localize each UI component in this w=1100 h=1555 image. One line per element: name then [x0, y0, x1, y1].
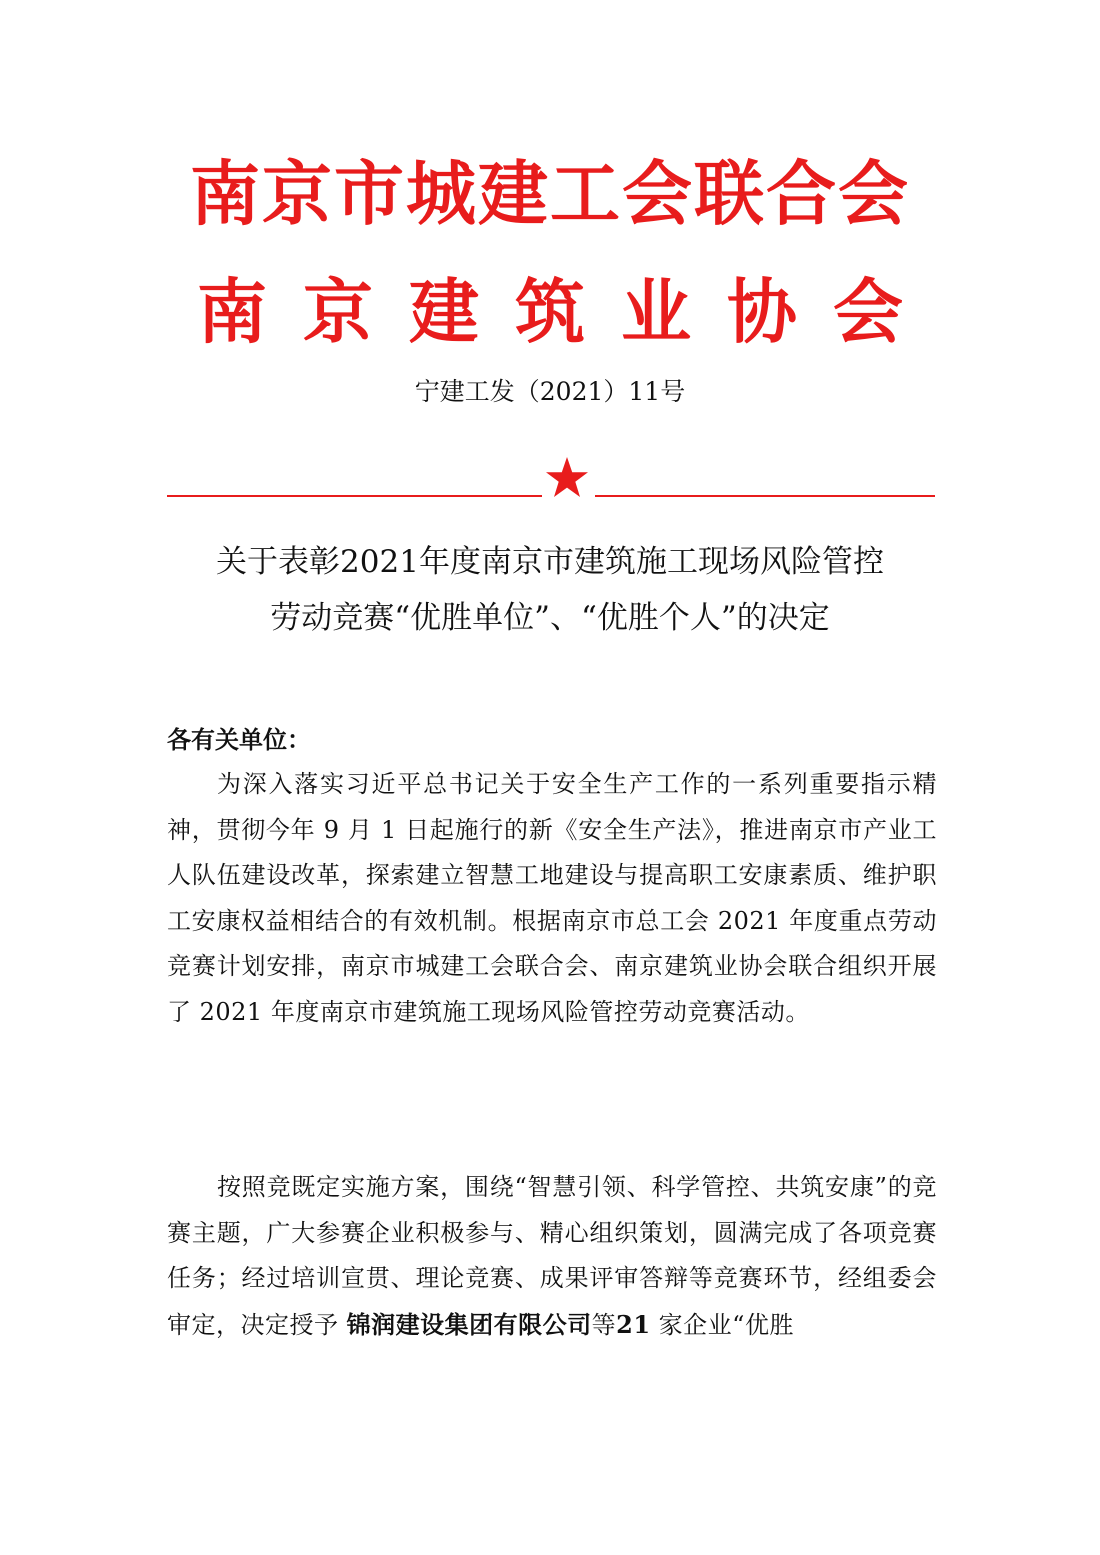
document-title-line-2: 劳动竞赛“优胜单位”、“优胜个人”的决定 [270, 600, 830, 636]
body-paragraph-2 [167, 1165, 937, 1348]
awarded-company-name: 锦润建设集团有限公司 [346, 1310, 592, 1339]
red-star-icon [544, 455, 590, 501]
awarded-company-count: 21 [616, 1309, 651, 1339]
body-paragraph-1: 为深入落实习近平总书记关于安全生产工作的一系列重要指示精神，贯彻今年 9 月 1 日起施行的新《安全生产法》，推进南京市产业工人队伍建设改革，探索建立智慧工地建设与提高职工安康素质、维护职工安康权益相结合的有效机制。根据南京市总工会 2021 年度重点劳动竞赛计划安排，南京市城建工会联合会、南京建筑业协会联合组织开展了 2021 年度南京市建筑施工现场风险管控劳动竞赛活动。 [167, 770, 937, 1026]
letterhead-org-1: 南京市城建工会联合会 [190, 153, 910, 235]
paragraph-2-lead: 按照竞既定实施方案，围绕“智慧引领、科学管控、共筑安康”的竞赛主题，广大参赛企业积极参与、精心组织策划，圆满完成了各项竞赛任务；经过培训宣贯、理论竞赛、成果评审答辩等竞赛环节，经组委会审定，决定授予 [167, 1173, 937, 1339]
document-number: 宁建工发（2021）11号 [414, 377, 686, 406]
letterhead-org-2: 南京建筑业协会 [197, 271, 939, 353]
red-divider-left [167, 495, 542, 497]
red-divider-right [595, 495, 935, 497]
paragraph-2-tail: 家企业“优胜 [650, 1310, 794, 1339]
paragraph-2-mid: 等 [591, 1310, 617, 1339]
salutation: 各有关单位： [167, 725, 311, 754]
document-title-line-1: 关于表彰2021年度南京市建筑施工现场风险管控 [216, 544, 884, 580]
